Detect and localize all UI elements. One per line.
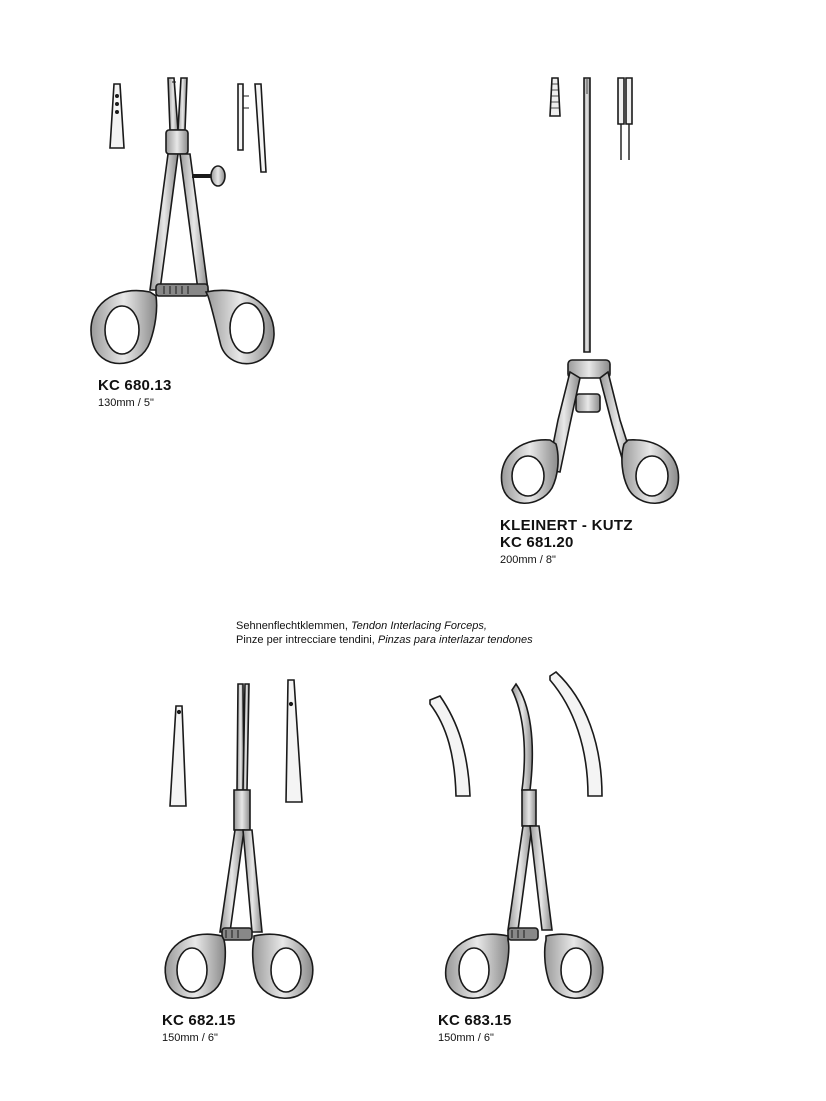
caption-es: Pinzas para interlazar tendones xyxy=(377,634,533,646)
caption-line-2 xyxy=(236,633,533,647)
product-size: 200mm / 8" xyxy=(500,554,556,566)
forceps-kc-681-20 xyxy=(501,78,678,503)
product-size: 130mm / 5" xyxy=(98,397,154,409)
forceps-kc-680-13 xyxy=(91,78,274,364)
product-kc-682-15 xyxy=(162,1012,236,1045)
product-size: 150mm / 6" xyxy=(438,1032,494,1044)
product-code: KC 681.20 xyxy=(500,534,574,551)
product-code: KC 682.15 xyxy=(162,1012,236,1029)
caption-line-1 xyxy=(236,619,533,633)
product-kc-681-20 xyxy=(500,517,633,567)
product-kc-683-15 xyxy=(438,1012,512,1045)
forceps-kc-682-15 xyxy=(165,680,313,998)
product-code: KC 683.15 xyxy=(438,1012,512,1029)
caption-it: Pinze per intrecciare tendini, xyxy=(236,634,375,646)
product-size: 150mm / 6" xyxy=(162,1032,218,1044)
forceps-kc-683-15 xyxy=(430,672,603,998)
product-code: KC 680.13 xyxy=(98,377,172,394)
product-kc-680-13 xyxy=(98,377,172,410)
product-name: KLEINERT - KUTZ xyxy=(500,517,633,534)
caption-en: Tendon Interlacing Forceps, xyxy=(350,620,487,632)
caption-de: Sehnenflechtklemmen, xyxy=(236,620,348,632)
section-caption xyxy=(236,619,533,647)
